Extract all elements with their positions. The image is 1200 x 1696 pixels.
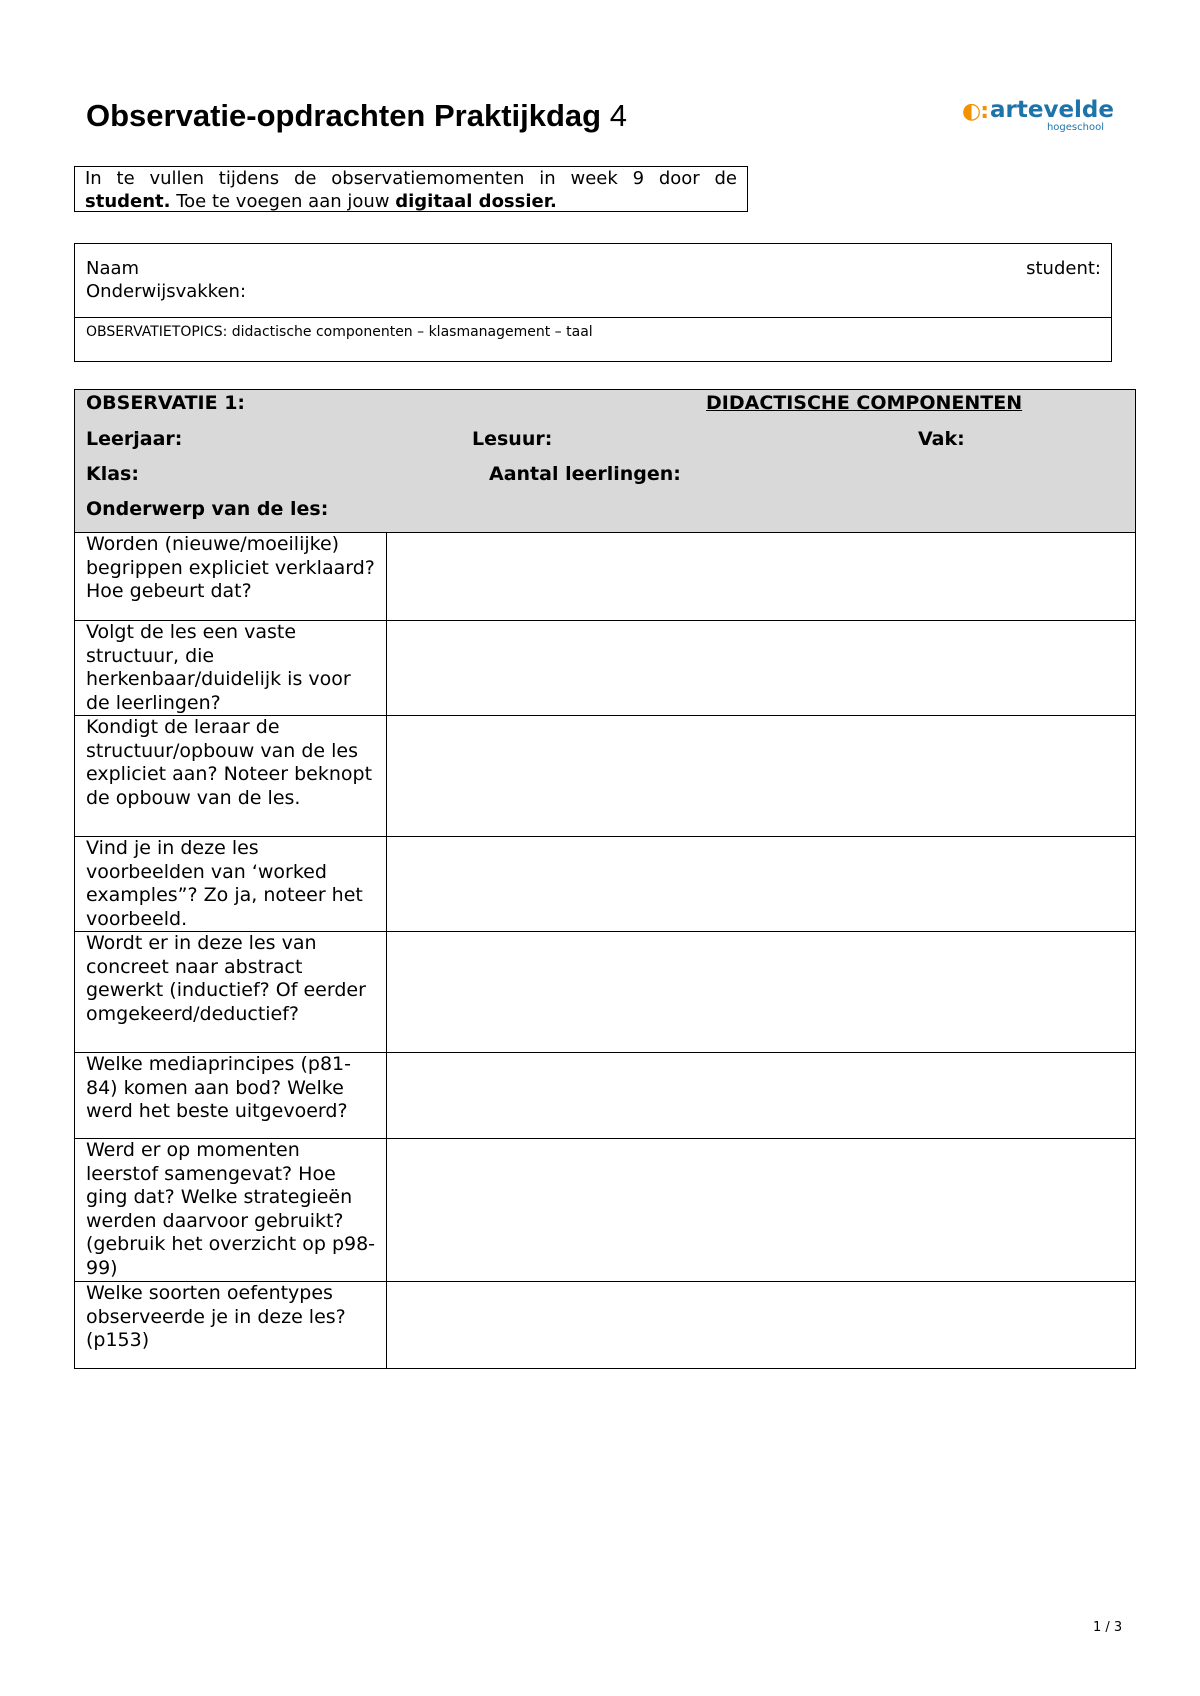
klas-label: Klas: bbox=[86, 463, 139, 485]
lesuur-label: Lesuur: bbox=[472, 428, 553, 450]
table-row bbox=[75, 1282, 1136, 1369]
question-cell: Volgt de les een vaste structuur, die herkenbaar/duidelijk is voor de leerlingen? bbox=[75, 621, 387, 716]
onderwerp-label: Onderwerp van de les: bbox=[86, 498, 329, 520]
question-cell: Welke mediaprincipes (p81-84) komen aan bod? Welke werd het beste uitgevoerd? bbox=[75, 1053, 387, 1139]
table-row bbox=[75, 621, 1136, 716]
observatie-label: OBSERVATIE 1: bbox=[86, 392, 246, 414]
question-cell: Kondigt de leraar de structuur/opbouw van de les expliciet aan? Noteer beknopt de opbouw van de les. bbox=[75, 716, 387, 837]
title-number: 4 bbox=[609, 98, 627, 133]
title-text: Observatie-opdrachten Praktijkdag bbox=[86, 98, 602, 133]
table-row bbox=[75, 716, 1136, 837]
answer-cell[interactable] bbox=[387, 932, 1136, 1053]
naam-label: Naam bbox=[86, 258, 140, 279]
aantal-leerlingen-label: Aantal leerlingen: bbox=[489, 463, 681, 485]
student-label: student: bbox=[1026, 258, 1101, 279]
observation-header bbox=[75, 390, 1136, 533]
instruction-student: student. bbox=[85, 191, 171, 212]
answer-cell[interactable] bbox=[387, 533, 1136, 621]
instruction-box bbox=[74, 166, 748, 212]
question-cell: Werd er op momenten leerstof samengevat? Hoe ging dat? Welke strategieën werden daarvoor gebruikt? (gebruik het overzicht op p98-99) bbox=[75, 1139, 387, 1282]
question-cell: Vind je in deze les voorbeelden van ‘worked examples”? Zo ja, noteer het voorbeeld. bbox=[75, 837, 387, 932]
student-info-box bbox=[74, 243, 1112, 362]
logo-sub: hogeschool bbox=[1046, 122, 1104, 133]
question-cell: Worden (nieuwe/moeilijke) begrippen expliciet verklaard? Hoe gebeurt dat? bbox=[75, 533, 387, 621]
page-number: 1 / 3 bbox=[1093, 1620, 1123, 1635]
instruction-text-1: In te vullen tijdens de observatiemomenten in week 9 door de bbox=[85, 168, 737, 189]
onderwijsvakken-label: Onderwijsvakken: bbox=[86, 281, 247, 302]
instruction-dossier: digitaal dossier. bbox=[395, 191, 557, 212]
artevelde-logo bbox=[962, 97, 1112, 137]
answer-cell[interactable] bbox=[387, 837, 1136, 932]
table-row bbox=[75, 932, 1136, 1053]
question-cell: Welke soorten oefentypes observeerde je in deze les? (p153) bbox=[75, 1282, 387, 1369]
table-row bbox=[75, 1053, 1136, 1139]
observation-table bbox=[74, 389, 1136, 1369]
logo-brand: artevelde bbox=[990, 97, 1114, 123]
answer-cell[interactable] bbox=[387, 621, 1136, 716]
leerjaar-label: Leerjaar: bbox=[86, 428, 183, 450]
didactische-label: DIDACTISCHE COMPONENTEN bbox=[706, 392, 1023, 414]
instruction-text-2: Toe te voegen aan jouw bbox=[170, 191, 396, 212]
question-cell: Wordt er in deze les van concreet naar abstract gewerkt (inductief? Of eerder omgekeerd/deductief? bbox=[75, 932, 387, 1053]
table-row bbox=[75, 1139, 1136, 1282]
observation-topics: OBSERVATIETOPICS: didactische componenten – klasmanagement – taal bbox=[86, 324, 593, 340]
answer-cell[interactable] bbox=[387, 716, 1136, 837]
answer-cell[interactable] bbox=[387, 1282, 1136, 1369]
vak-label: Vak: bbox=[918, 428, 965, 450]
answer-cell[interactable] bbox=[387, 1053, 1136, 1139]
table-row bbox=[75, 837, 1136, 932]
page-title bbox=[86, 98, 627, 134]
table-row bbox=[75, 533, 1136, 621]
student-info-row bbox=[75, 244, 1111, 318]
logo-mark-icon: ◐: bbox=[962, 99, 988, 124]
answer-cell[interactable] bbox=[387, 1139, 1136, 1282]
